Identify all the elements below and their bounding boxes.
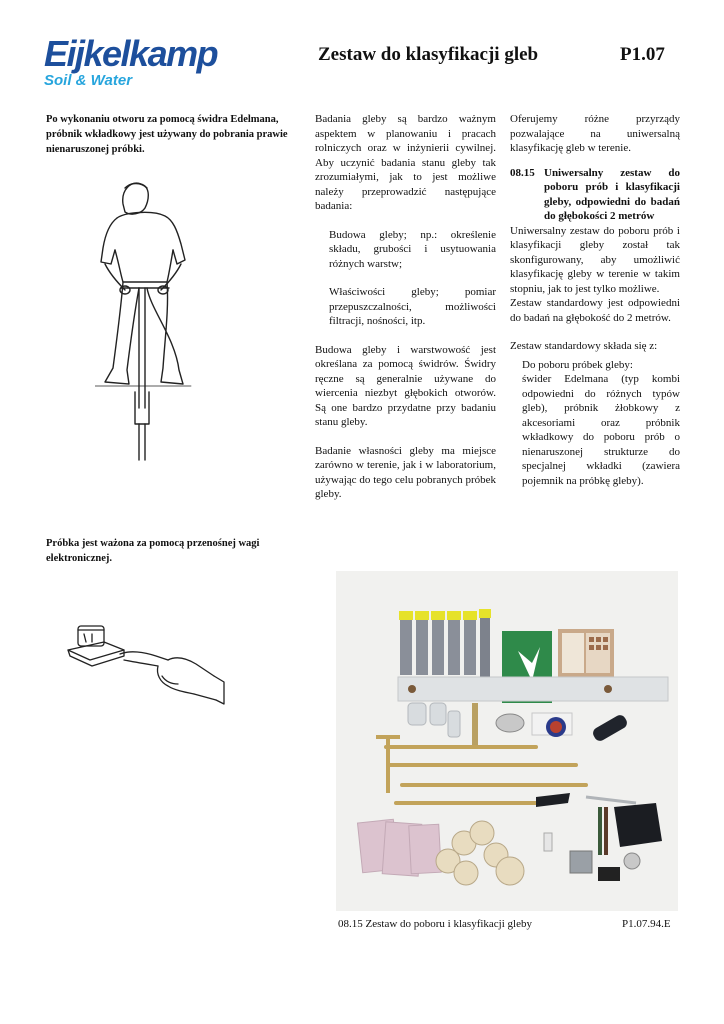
list-item-soil-structure: Budowa gleby; np.: określenie składu, grubości i usytuowania różnych warstw; [329, 228, 496, 270]
section-title: Uniwersalny zestaw do poboru prób i klasyfikacji gleby, odpowiedni do badań do głębokości 2 metrów [544, 166, 680, 222]
list-item-soil-properties: Właściwości gleby; pomiar przepuszczalności, możliwości filtracji, nośności, itp. [329, 286, 496, 327]
product-photo-illustration [336, 571, 678, 911]
page-title: Zestaw do klasyfikacji gleb [318, 44, 539, 65]
depth-paragraph: Zestaw standardowy jest odpowiedni do badań na głębokość do 2 metrów. [510, 297, 680, 324]
standard-set-paragraph: Zestaw standardowy składa się z: [510, 340, 658, 352]
middle-column [315, 112, 496, 516]
eijkelkamp-logo [44, 33, 218, 96]
auger-caption: Po wykonaniu otworu za pomocą świdra Edelmana, próbnik wkładkowy jest używany do pobrania prawie nienaruszonej próbki. [46, 114, 288, 155]
figure-code: P1.07.94.E [622, 918, 671, 930]
person-augering-illustration [95, 178, 195, 468]
hand-on-scale-illustration [64, 620, 234, 730]
universal-set-paragraph: Uniwersalny zestaw do poboru prób i klasyfikacji gleby został tak skonfigurowany, aby umożliwić klasyfikację gleby w terenie w takim stopniu, jak to jest tylko możliwe. [510, 224, 680, 295]
logo-brand: Eijkelkamp [44, 33, 218, 74]
sampling-list-head: Do poboru próbek gleby: [522, 358, 633, 371]
right-column [510, 112, 680, 488]
color-chart-book [558, 629, 614, 677]
augers-paragraph: Budowa gleby i warstwowość jest określana za pomocą świdrów. Świdry ręczne są generalnie używane do wiercenia niezbyt głębokich otworów. Są one bardzo przydatne przy badaniu stanu gleby. [315, 343, 496, 428]
offer-paragraph: Oferujemy różne przyrządy pozwalające na uniwersalną klasyfikację gleb w terenie. [510, 113, 680, 154]
product-photo [336, 571, 678, 911]
figure-caption: 08.15 Zestaw do poboru i klasyfikacji gleby [338, 918, 532, 930]
lab-paragraph: Badanie własności gleby ma miejsce zarówno w terenie, jak i w laboratorium, używając do tego celu pobranych próbek gleby. [315, 444, 496, 500]
section-heading [510, 166, 680, 224]
section-number: 08.15 [510, 166, 535, 179]
sampling-list-body: świder Edelmana (typ kombi odpowiedni do różnych typów gleb), próbnik żłobkowy z akcesoriami oraz próbnik wkładkowy do poboru prób o nienaruszonej strukturze do specjalnej wkładki (zawiera pojemnik na próbkę gleby). [522, 373, 680, 487]
intro-paragraph: Badania gleby są bardzo ważnym aspektem w planowaniu i pracach rolniczych oraz w inżynierii cywilnej. Aby uczynić badania stanu gleby tak zrozumiałymi, jak to jest możliwe należy przeprowadzić następujące badania: [315, 113, 496, 212]
page-code: P1.07 [620, 44, 665, 65]
logo-tagline: Soil & Water [44, 72, 133, 89]
scale-caption: Próbka jest ważona za pomocą przenośnej wagi elektronicznej. [46, 538, 260, 564]
